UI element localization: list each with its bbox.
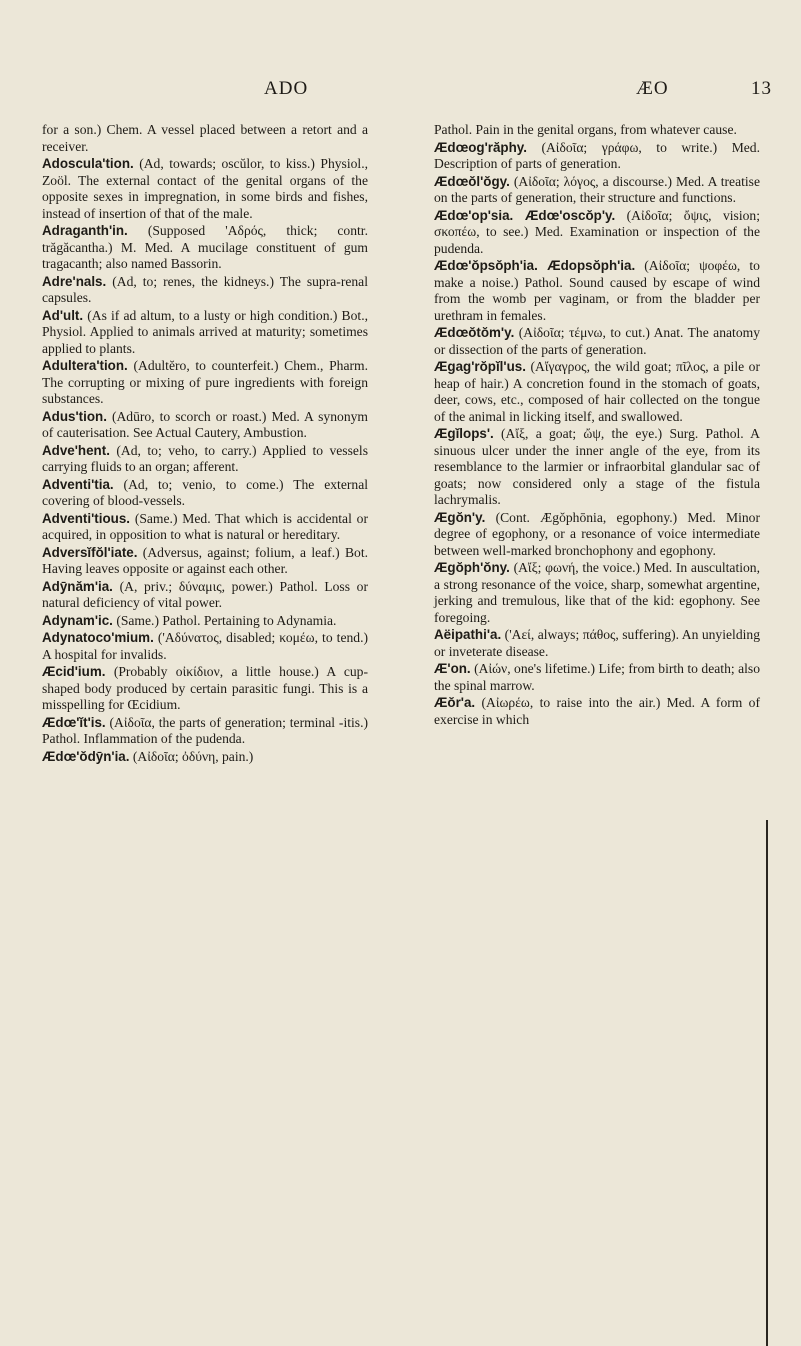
- definition: (Αἰών, one's lifetime.) Life; from birth to death; also the spinal marrow.: [434, 661, 760, 693]
- headword: Ædœŏl'ŏgy.: [434, 173, 510, 189]
- header-right-guideword: ÆO: [636, 78, 669, 99]
- headword: Aëipathi'a.: [434, 627, 502, 642]
- definition: (Supposed 'Αδρός, thick; contr. trăgăcantha.) M. Med. A mucilage constituent of gum tragacanth; also named Bassorin.: [42, 223, 368, 271]
- dictionary-entry: [434, 510, 760, 560]
- definition: (Cont. Ægŏphōnia, egophony.) Med. Minor degree of egophony, or a resonance of voice intermediate between well-marked bronchophony and egophony.: [434, 509, 760, 558]
- dictionary-entry: [434, 560, 760, 626]
- dictionary-entry: [42, 358, 368, 408]
- headword: Ægĭlops'.: [434, 426, 494, 441]
- definition: (Αἴγαγρος, the wild goat; πῖλος, a pile or heap of hair.) A concretion found in the stomach of goats, deer, cows, etc., composed of hair collected on the tongue of the animal in licking itself, and swallowed.: [434, 359, 760, 424]
- dictionary-entry: [434, 426, 760, 509]
- headword: Adultera'tion.: [42, 358, 128, 373]
- dictionary-entry: [434, 627, 760, 660]
- headword: Adoscula'tion.: [42, 156, 134, 171]
- headword: Adre'nals.: [42, 273, 107, 289]
- headword: Ad'ult.: [42, 307, 84, 323]
- headword: Æ'on.: [434, 661, 471, 676]
- page-number: 13: [751, 78, 772, 99]
- dictionary-entry: [434, 122, 760, 139]
- definition: (Αἰδοῖα; ὀδύνη, pain.): [132, 748, 254, 764]
- definition: (Αἰδοῖα; λόγος, a discourse.) Med. A treatise on the parts of generation, their structure and functions.: [434, 173, 760, 205]
- headword: Adynam'ic.: [42, 612, 113, 628]
- dictionary-entry: [434, 258, 760, 324]
- definition: (A, priv.; δύναμις, power.) Pathol. Loss or natural deficiency of vital power.: [42, 578, 368, 610]
- definition: (Αἴξ; φωνή, the voice.) Med. In auscultation, a strong resonance of the voice, sharp, somewhat argentine, jerking and tremulous, like that of the kid: egophony. See foregoing.: [434, 560, 760, 625]
- headword: Adraganth'in.: [42, 223, 128, 238]
- headword: Adventi'tia.: [42, 476, 114, 492]
- dictionary-entry: [42, 579, 368, 612]
- headword: Ædœ'ŏpsŏph'ia. Ædopsŏph'ia.: [434, 258, 636, 273]
- dictionary-entry: [42, 613, 368, 630]
- definition: (Αἰδοῖα; ὄψις, vision; σκοπέω, to see.) Med. Examination or inspection of the pudenda.: [434, 207, 760, 256]
- definition: (Αἰδοῖα, the parts of generation; terminal -itis.) Pathol. Inflammation of the pudenda.: [42, 714, 368, 746]
- page-edge-rule: [766, 820, 768, 1346]
- headword: Ægŏph'ŏny.: [434, 560, 510, 575]
- definition: (Probably οἰκίδιον, a little house.) A cup-shaped body produced by certain parasitic fungi. This is a misspelling for Œcidium.: [42, 664, 368, 712]
- definition: (Αἰδοῖα; γράφω, to write.) Med. Description of parts of generation.: [434, 139, 761, 171]
- dictionary-entry: [42, 749, 368, 766]
- dictionary-entry: [434, 359, 760, 425]
- dictionary-entry: [42, 715, 368, 748]
- dictionary-entry: [434, 174, 760, 207]
- definition: ('Αεί, always; πάθος, suffering). An unyielding or inveterate disease.: [434, 627, 760, 659]
- dictionary-entry: [434, 140, 760, 173]
- headword: Adventi'tious.: [42, 510, 130, 526]
- definition: (Αἴξ, a goat; ὤψ, the eye.) Surg. Pathol. A sinuous ulcer under the inner angle of the eye, from its resemblance to the larmier or infraorbital glandular sac of goats; now considered only a stage of the fistula lachrymalis.: [434, 426, 761, 507]
- headword: Æŏr'a.: [434, 695, 476, 710]
- dictionary-entry: [434, 695, 760, 728]
- definition: (Same.) Med. That which is accidental or acquired, in opposition to what is natural or hereditary.: [42, 510, 368, 542]
- definition: (Αἰωρέω, to raise into the air.) Med. A form of exercise in which: [434, 695, 760, 727]
- definition: (Same.) Pathol. Pertaining to Adynamia.: [116, 612, 337, 628]
- dictionary-entry: [42, 156, 368, 222]
- left-column: [42, 122, 368, 766]
- definition: Pathol. Pain in the genital organs, from whatever cause.: [434, 122, 737, 137]
- definition: (Αἰδοῖα; τέμνω, to cut.) Anat. The anatomy or dissection of the parts of generation.: [434, 325, 760, 357]
- definition: (Ad, towards; oscŭlor, to kiss.) Physiol., Zoöl. The external contact of the genital organs of the opposite sexes in impregnation, in some birds and fishes, instead of insertion of that of the male.: [42, 156, 368, 221]
- headword: Adversĭfŏl'iate.: [42, 544, 138, 560]
- definition: (Adūro, to scorch or roast.) Med. A synonym of cauterisation. See Actual Cautery, Ambustion.: [42, 408, 368, 440]
- headword: Adus'tion.: [42, 408, 107, 424]
- page-header: [42, 78, 772, 108]
- definition: (Ad, to; renes, the kidneys.) The supra-renal capsules.: [42, 273, 368, 305]
- dictionary-entry: [434, 661, 760, 694]
- headword: Adve'hent.: [42, 442, 110, 458]
- headword: Ædœ'ĭt'is.: [42, 714, 106, 730]
- headword: Adȳnăm'ia.: [42, 578, 113, 594]
- header-left-guideword: ADO: [264, 78, 309, 99]
- dictionary-entry: [42, 122, 368, 155]
- dictionary-entry: [42, 664, 368, 714]
- headword: Adynatoco'mium.: [42, 630, 154, 645]
- headword: Æcid'ium.: [42, 664, 106, 679]
- dictionary-entry: [42, 511, 368, 544]
- definition: (Ad, to; veho, to carry.) Applied to vessels carrying fluids to an organ; afferent.: [42, 442, 368, 474]
- dictionary-entry: [434, 325, 760, 358]
- headword: Ægŏn'y.: [434, 509, 486, 525]
- definition: (Adultĕro, to counterfeit.) Chem., Pharm. The corrupting or mixing of pure ingredients with foreign substances.: [42, 358, 369, 406]
- definition: (As if ad altum, to a lusty or high condition.) Bot., Physiol. Applied to animals arrived at maturity; sometimes applied to plants.: [42, 307, 368, 356]
- dictionary-entry: [434, 208, 760, 258]
- dictionary-entry: [42, 274, 368, 307]
- dictionary-entry: [42, 409, 368, 442]
- headword: Ædœog'răphy.: [434, 139, 527, 155]
- headword: Ædœ'ŏdȳn'ia.: [42, 748, 130, 764]
- dictionary-entry: [42, 443, 368, 476]
- definition: (Αἰδοῖα; ψοφέω, to make a noise.) Pathol. Sound caused by escape of wind from the womb per vaginam, or from the bladder per urethram in females.: [434, 258, 760, 323]
- headword: Ædœ'op'sia. Ædœ'oscŏp'y.: [434, 207, 616, 223]
- dictionary-entry: [42, 477, 368, 510]
- headword: Ægag'rŏpĭl'us.: [434, 359, 526, 374]
- definition: ('Αδύνατος, disabled; κομέω, to tend.) A hospital for invalids.: [42, 630, 368, 662]
- dictionary-entry: [42, 308, 368, 358]
- definition: (Ad, to; venio, to come.) The external covering of blood-vessels.: [42, 476, 368, 508]
- dictionary-entry: [42, 630, 368, 663]
- dictionary-entry: [42, 223, 368, 273]
- dictionary-entry: [42, 545, 368, 578]
- definition: (Adversus, against; folium, a leaf.) Bot. Having leaves opposite or against each other.: [42, 544, 368, 576]
- definition: for a son.) Chem. A vessel placed between a retort and a receiver.: [42, 122, 368, 154]
- right-column: [434, 122, 760, 729]
- headword: Ædœŏtŏm'y.: [434, 325, 515, 340]
